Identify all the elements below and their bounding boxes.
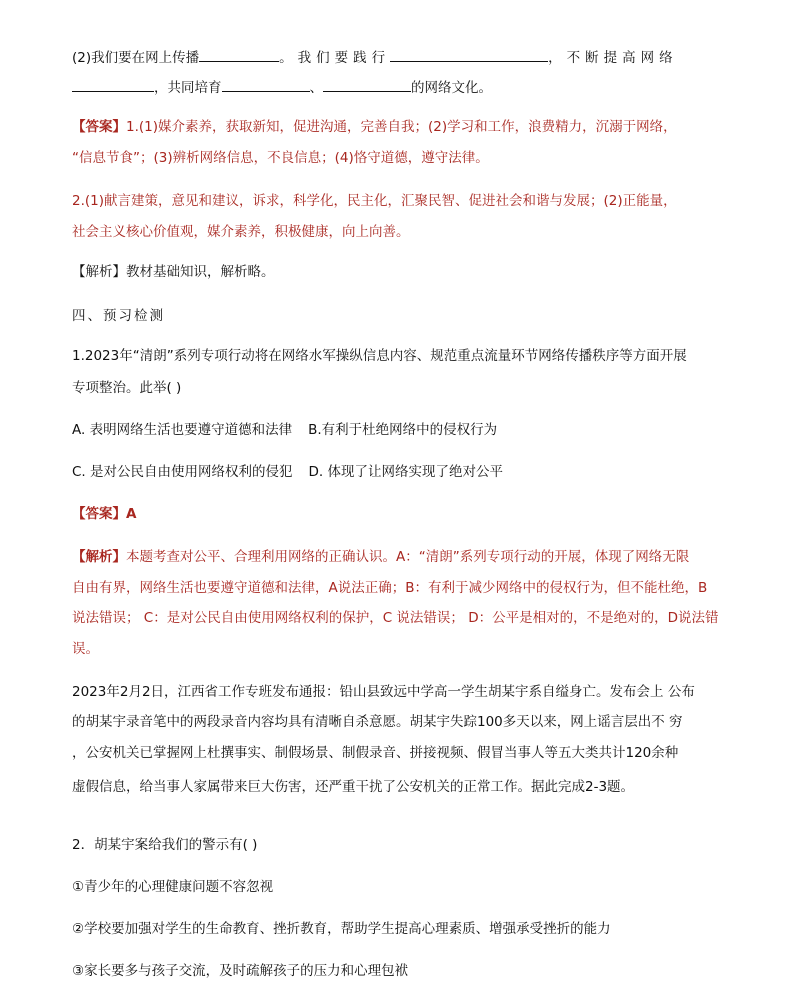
question-2-stem: 2．胡某宇案给我们的警示有( ) bbox=[72, 837, 258, 853]
fill-blank-text: 的网络文化。 bbox=[411, 80, 492, 96]
question-2-item-3: ③家长要多与孩子交流，及时疏解孩子的压力和心理包袱 bbox=[72, 963, 409, 979]
analysis-text: 教材基础知识，解析略。 bbox=[126, 264, 275, 280]
analysis-2-line-4: 误。 bbox=[72, 641, 99, 657]
option-b: B.有利于杜绝网络中的侵权行为 bbox=[308, 422, 498, 438]
question-2-item-1: ①青少年的心理健康问题不容忽视 bbox=[72, 879, 274, 895]
fill-blank-text: (2)我们要在网上传播 bbox=[72, 50, 200, 66]
answer-line-3: 2.(1)献言建策，意见和建议，诉求，科学化，民主化，汇聚民智、促进社会和谐与发展；(2)正能量， bbox=[72, 193, 677, 209]
analysis-text: 本题考查对公平、合理利用网络的正确认识。A：“清朗”系列专项行动的开展，体现了网络无限 bbox=[126, 549, 690, 565]
question-2-item-2: ②学校要加强对学生的生命教育、挫折教育，帮助学生提高心理素质、增强承受挫折的能力 bbox=[72, 921, 611, 937]
fill-blank-text: ，不断提高网络 bbox=[548, 50, 678, 66]
option-d: D. 体现了让网络实现了绝对公平 bbox=[308, 464, 503, 480]
answer-text: 1.(1)媒介素养，获取新知，促进沟通，完善自我；(2)学习和工作，浪费精力，沉溺于网络， bbox=[126, 119, 677, 135]
answer-blank bbox=[323, 77, 411, 92]
answer-tag: 【答案】 bbox=[72, 119, 126, 135]
question-1-stem-line-2: 专项整治。此举( ) bbox=[72, 380, 182, 396]
option-c: C. 是对公民自由使用网络权利的侵犯 bbox=[72, 464, 293, 480]
material-line-1: 2023年2月2日，江西省工作专班发布通报：铅山县致远中学高一学生胡某宇系自缢身亡。发布会上 公布 bbox=[72, 684, 695, 700]
analysis-2-line-1 bbox=[72, 548, 689, 566]
question-1-stem-line-1: 1.2023年“清朗”系列专项行动将在网络水军操纵信息内容、规范重点流量环节网络传播秩序等方面开展 bbox=[72, 348, 687, 364]
answer-blank bbox=[222, 77, 310, 92]
fill-blank-text: 。我们要践行 bbox=[279, 50, 391, 66]
fill-blank-text: 、 bbox=[309, 80, 323, 96]
answer-blank bbox=[72, 77, 154, 92]
answer-line: 【答案】A bbox=[72, 506, 137, 522]
answer-blank bbox=[390, 47, 548, 62]
analysis-line bbox=[72, 263, 275, 281]
question-1-options-row-1 bbox=[72, 421, 497, 439]
fill-blank-line-2 bbox=[72, 77, 492, 97]
fill-blank-text: ，共同培育 bbox=[154, 80, 222, 96]
analysis-tag: 【解析】 bbox=[72, 264, 126, 280]
fill-blank-line-1 bbox=[72, 47, 678, 67]
answer-line-2: “信息节食”；(3)辨析网络信息，不良信息；(4)恪守道德，遵守法律。 bbox=[72, 150, 489, 166]
answer-line-4: 社会主义核心价值观，媒介素养，积极健康，向上向善。 bbox=[72, 224, 410, 240]
answer-line-1 bbox=[72, 118, 677, 136]
section-heading: 四、预习检测 bbox=[72, 308, 165, 324]
answer-blank bbox=[199, 47, 279, 62]
option-a: A. 表明网络生活也要遵守道德和法律 bbox=[72, 422, 293, 438]
analysis-2-line-2: 自由有界，网络生活也要遵守道德和法律，A说法正确；B：有利于减少网络中的侵权行为，但不能杜绝，B bbox=[72, 580, 708, 596]
analysis-tag: 【解析】 bbox=[72, 549, 126, 565]
material-line-2: 的胡某宇录音笔中的两段录音内容均具有清晰自杀意愿。胡某宇失踪100多天以来，网上谣言层出不 穷 bbox=[72, 714, 683, 730]
question-1-options-row-2 bbox=[72, 463, 503, 481]
analysis-2-line-3: 说法错误； C：是对公民自由使用网络权利的保护，C 说法错误； D：公平是相对的，不是绝对的，D说法错 bbox=[72, 610, 719, 626]
material-line-3: ，公安机关已掌握网上杜撰事实、制假场景、制假录音、拼接视频、假冒当事人等五大类共计120余种 bbox=[72, 745, 679, 761]
material-line-4: 虚假信息，给当事人家属带来巨大伤害，还严重干扰了公安机关的正常工作。据此完成2-3题。 bbox=[72, 779, 635, 795]
